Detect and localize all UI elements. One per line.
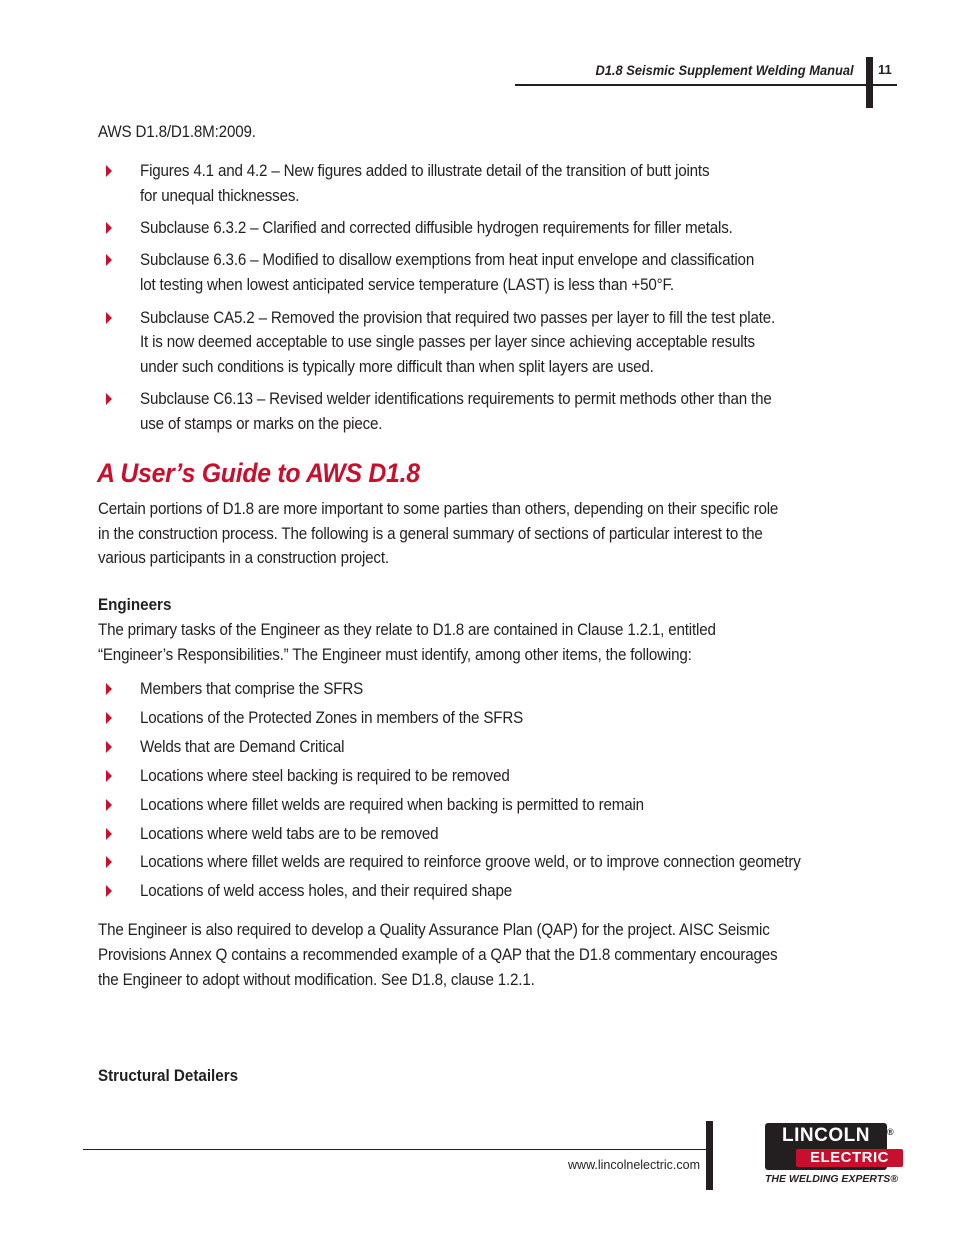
list-item-line: Locations where steel backing is required to be removed [140,767,510,785]
logo-wordmark: LINCOLN [782,1125,870,1146]
page-number: 11 [878,62,892,77]
registered-mark: ® [887,1127,894,1137]
list-item-line: Locations of the Protected Zones in members of the SFRS [140,709,524,727]
paragraph-line: The primary tasks of the Engineer as they relate to D1.8 are contained in Clause 1.2.1, entitled [98,621,716,639]
list-item-line: under such conditions is typically more difficult than when split layers are used. [140,358,654,376]
bullet-arrow-icon [106,828,112,840]
list-item-line: Welds that are Demand Critical [140,738,345,756]
bullet-arrow-icon [106,712,112,724]
paragraph-line: in the construction process. The following is a general summary of sections of particular interest to the [98,525,763,543]
footer-url: www.lincolnelectric.com [568,1158,700,1172]
bullet-arrow-icon [106,254,112,266]
bullet-arrow-icon [106,770,112,782]
logo-tagline: THE WELDING EXPERTS® [765,1173,898,1185]
paragraph-line: “Engineer’s Responsibilities.” The Engineer must identify, among other items, the following: [98,646,692,664]
header-rule [515,84,867,86]
list-item-line: Subclause C6.13 – Revised welder identifications requirements to permit methods other than the [140,390,772,408]
list-item-line: Subclause 6.3.2 – Clarified and corrected diffusible hydrogen requirements for filler metals. [140,219,733,237]
paragraph-line: The Engineer is also required to develop a Quality Assurance Plan (QAP) for the project. AISC Seismic [98,921,770,939]
list-item-line: It is now deemed acceptable to use single passes per layer since achieving acceptable results [140,333,755,351]
list-item-line: Members that comprise the SFRS [140,680,364,698]
header-title: D1.8 Seismic Supplement Welding Manual [595,62,854,78]
bullet-arrow-icon [106,683,112,695]
list-item-line: use of stamps or marks on the piece. [140,415,383,433]
list-item-line: Subclause CA5.2 – Removed the provision that required two passes per layer to fill the test plate. [140,309,776,327]
paragraph-line: the Engineer to adopt without modification. See D1.8, clause 1.2.1. [98,971,535,989]
paragraph-line: Certain portions of D1.8 are more important to some parties than others, depending on their specific role [98,500,779,518]
footer-rule [83,1149,706,1150]
list-item-line: Locations where fillet welds are required to reinforce groove weld, or to improve connection geometry [140,853,801,871]
list-item-line: Subclause 6.3.6 – Modified to disallow exemptions from heat input envelope and classification [140,251,755,269]
engineers-heading: Engineers [98,596,172,614]
bullet-arrow-icon [106,165,112,177]
bullet-arrow-icon [106,312,112,324]
paragraph-line: various participants in a construction project. [98,549,389,567]
logo-subword: ELECTRIC [796,1149,903,1167]
paragraph-line: Provisions Annex Q contains a recommended example of a QAP that the D1.8 commentary encourages [98,946,778,964]
footer-bar [706,1121,713,1190]
list-item-line: Locations where weld tabs are to be removed [140,825,439,843]
detailers-heading: Structural Detailers [98,1067,239,1085]
section-title: A User’s Guide to AWS D1.8 [97,458,420,488]
list-item-line: lot testing when lowest anticipated service temperature (LAST) is less than +50°F. [140,276,674,294]
header-rule-right [873,84,897,86]
intro-line: AWS D1.8/D1.8M:2009. [98,123,256,141]
list-item-line: Figures 4.1 and 4.2 – New figures added to illustrate detail of the transition of butt joints [140,162,710,180]
bullet-arrow-icon [106,222,112,234]
bullet-arrow-icon [106,885,112,897]
bullet-arrow-icon [106,856,112,868]
bullet-arrow-icon [106,741,112,753]
list-item-line: Locations of weld access holes, and their required shape [140,882,512,900]
bullet-arrow-icon [106,799,112,811]
bullet-arrow-icon [106,393,112,405]
list-item-line: for unequal thicknesses. [140,187,300,205]
list-item-line: Locations where fillet welds are required when backing is permitted to remain [140,796,644,814]
header-bar [866,57,873,108]
